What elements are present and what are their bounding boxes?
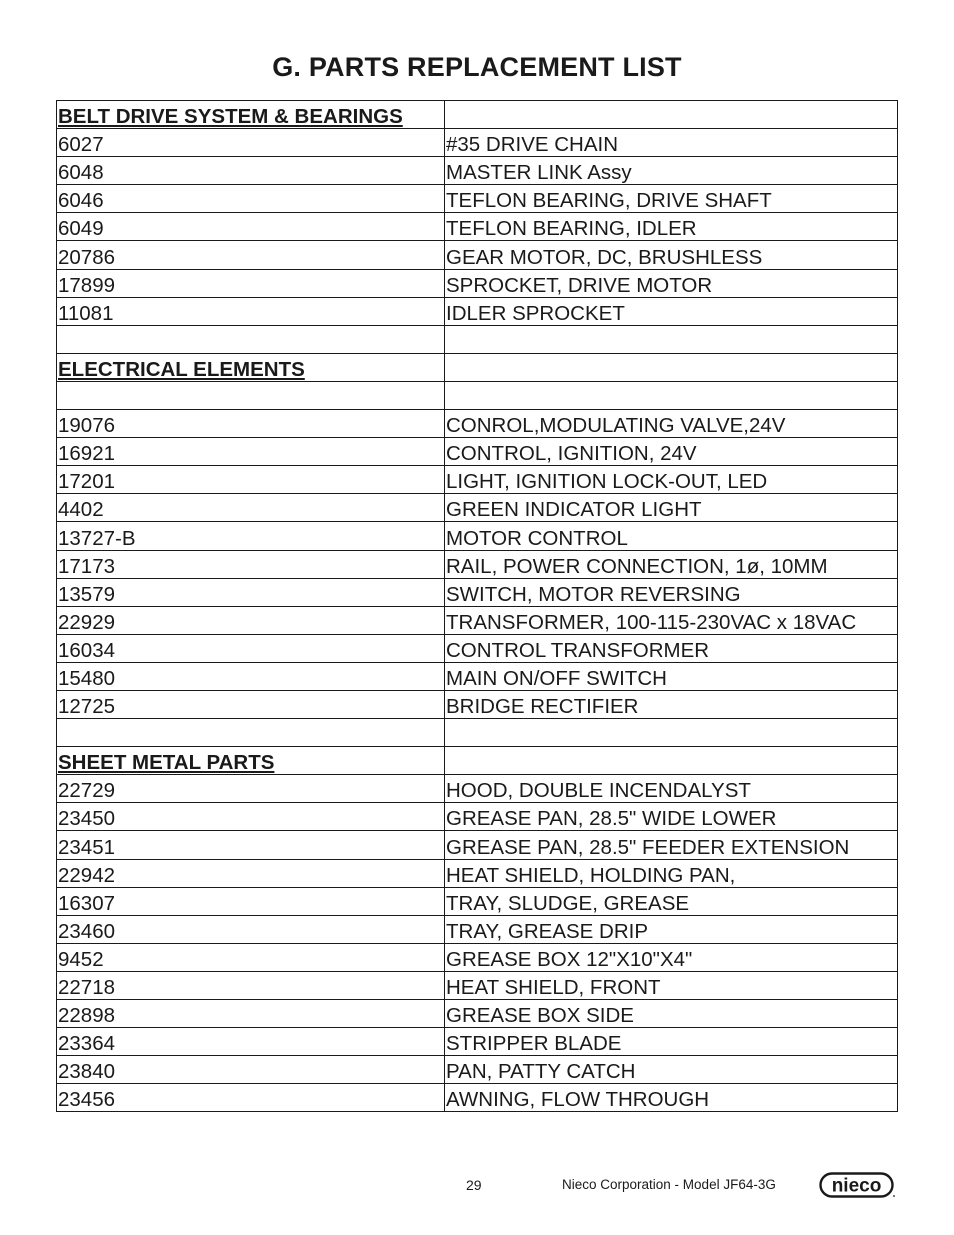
table-row <box>57 185 898 213</box>
table-row <box>57 775 898 803</box>
part-description: AWNING, FLOW THROUGH <box>445 1084 898 1112</box>
part-number: 12725 <box>57 690 445 718</box>
part-description: HEAT SHIELD, FRONT <box>445 971 898 999</box>
part-number: 22898 <box>57 1000 445 1028</box>
part-description <box>445 747 898 775</box>
part-number: 9452 <box>57 943 445 971</box>
part-number: 20786 <box>57 241 445 269</box>
table-row <box>57 241 898 269</box>
part-number: 13579 <box>57 578 445 606</box>
table-row <box>57 157 898 185</box>
logo-text: nieco <box>831 1175 882 1197</box>
table-row <box>57 690 898 718</box>
nieco-logo-icon <box>819 1172 895 1198</box>
part-number: 13727-B <box>57 522 445 550</box>
part-description: BRIDGE RECTIFIER <box>445 690 898 718</box>
part-number <box>57 719 445 747</box>
part-number: 6049 <box>57 213 445 241</box>
part-description: STRIPPER BLADE <box>445 1028 898 1056</box>
table-row <box>57 803 898 831</box>
blank-row <box>57 325 898 353</box>
part-description: CONTROL, IGNITION, 24V <box>445 438 898 466</box>
part-description: TRANSFORMER, 100-115-230VAC x 18VAC <box>445 606 898 634</box>
part-number: 23450 <box>57 803 445 831</box>
part-description: TRAY, SLUDGE, GREASE <box>445 887 898 915</box>
part-description: SWITCH, MOTOR REVERSING <box>445 578 898 606</box>
table-row <box>57 1084 898 1112</box>
part-description: PAN, PATTY CATCH <box>445 1056 898 1084</box>
part-description: #35 DRIVE CHAIN <box>445 129 898 157</box>
part-number: 22729 <box>57 775 445 803</box>
table-row <box>57 410 898 438</box>
part-description <box>445 353 898 381</box>
section-header-row <box>57 353 898 381</box>
table-row <box>57 297 898 325</box>
section-header-row <box>57 747 898 775</box>
table-row <box>57 606 898 634</box>
table-row <box>57 466 898 494</box>
part-number: 16307 <box>57 887 445 915</box>
parts-table <box>56 100 898 1112</box>
table-row <box>57 943 898 971</box>
blank-row <box>57 719 898 747</box>
table-row <box>57 550 898 578</box>
part-description <box>445 719 898 747</box>
table-row <box>57 578 898 606</box>
table-row <box>57 1056 898 1084</box>
part-number: 22929 <box>57 606 445 634</box>
part-description: TEFLON BEARING, IDLER <box>445 213 898 241</box>
part-description: GREASE PAN, 28.5" FEEDER EXTENSION <box>445 831 898 859</box>
part-description: CONTROL TRANSFORMER <box>445 634 898 662</box>
part-number: 22718 <box>57 971 445 999</box>
part-description: LIGHT, IGNITION LOCK-OUT, LED <box>445 466 898 494</box>
part-description: GREASE PAN, 28.5" WIDE LOWER <box>445 803 898 831</box>
part-description: GREASE BOX SIDE <box>445 1000 898 1028</box>
part-description <box>445 381 898 409</box>
table-row <box>57 971 898 999</box>
part-number: 19076 <box>57 410 445 438</box>
part-number <box>57 381 445 409</box>
part-number: 6048 <box>57 157 445 185</box>
blank-row <box>57 381 898 409</box>
section-title: BELT DRIVE SYSTEM & BEARINGS <box>57 101 445 129</box>
part-description: MOTOR CONTROL <box>445 522 898 550</box>
part-description: GEAR MOTOR, DC, BRUSHLESS <box>445 241 898 269</box>
part-number <box>57 325 445 353</box>
part-number: 6027 <box>57 129 445 157</box>
table-row <box>57 1000 898 1028</box>
part-description: RAIL, POWER CONNECTION, 1ø, 10MM <box>445 550 898 578</box>
table-row <box>57 831 898 859</box>
part-description <box>445 101 898 129</box>
part-number: 23451 <box>57 831 445 859</box>
part-number: 6046 <box>57 185 445 213</box>
table-row <box>57 522 898 550</box>
part-number: 15480 <box>57 662 445 690</box>
part-description <box>445 325 898 353</box>
part-description: TRAY, GREASE DRIP <box>445 915 898 943</box>
section-title: SHEET METAL PARTS <box>57 747 445 775</box>
section-header-row <box>57 101 898 129</box>
part-number: 23460 <box>57 915 445 943</box>
part-description: HEAT SHIELD, HOLDING PAN, <box>445 859 898 887</box>
table-row <box>57 859 898 887</box>
page-number: 29 <box>466 1177 482 1193</box>
part-description: IDLER SPROCKET <box>445 297 898 325</box>
table-row <box>57 634 898 662</box>
part-number: 17201 <box>57 466 445 494</box>
parts-table-body <box>57 101 898 1112</box>
section-title: ELECTRICAL ELEMENTS <box>57 353 445 381</box>
table-row <box>57 129 898 157</box>
part-number: 17173 <box>57 550 445 578</box>
part-number: 23456 <box>57 1084 445 1112</box>
table-row <box>57 494 898 522</box>
part-number: 23840 <box>57 1056 445 1084</box>
table-row <box>57 1028 898 1056</box>
part-number: 17899 <box>57 269 445 297</box>
part-description: GREASE BOX 12"X10"X4" <box>445 943 898 971</box>
part-description: TEFLON BEARING, DRIVE SHAFT <box>445 185 898 213</box>
part-description: HOOD, DOUBLE INCENDALYST <box>445 775 898 803</box>
part-number: 4402 <box>57 494 445 522</box>
part-description: SPROCKET, DRIVE MOTOR <box>445 269 898 297</box>
page-title: G. PARTS REPLACEMENT LIST <box>272 52 682 82</box>
table-row <box>57 213 898 241</box>
part-description: MASTER LINK Assy <box>445 157 898 185</box>
part-number: 23364 <box>57 1028 445 1056</box>
part-number: 11081 <box>57 297 445 325</box>
table-row <box>57 438 898 466</box>
part-number: 16921 <box>57 438 445 466</box>
part-description: CONROL,MODULATING VALVE,24V <box>445 410 898 438</box>
part-number: 22942 <box>57 859 445 887</box>
footer-corporation: Nieco Corporation - Model JF64-3G <box>562 1177 776 1192</box>
table-row <box>57 269 898 297</box>
table-row <box>57 887 898 915</box>
part-description: GREEN INDICATOR LIGHT <box>445 494 898 522</box>
table-row <box>57 915 898 943</box>
table-row <box>57 662 898 690</box>
part-description: MAIN ON/OFF SWITCH <box>445 662 898 690</box>
part-number: 16034 <box>57 634 445 662</box>
